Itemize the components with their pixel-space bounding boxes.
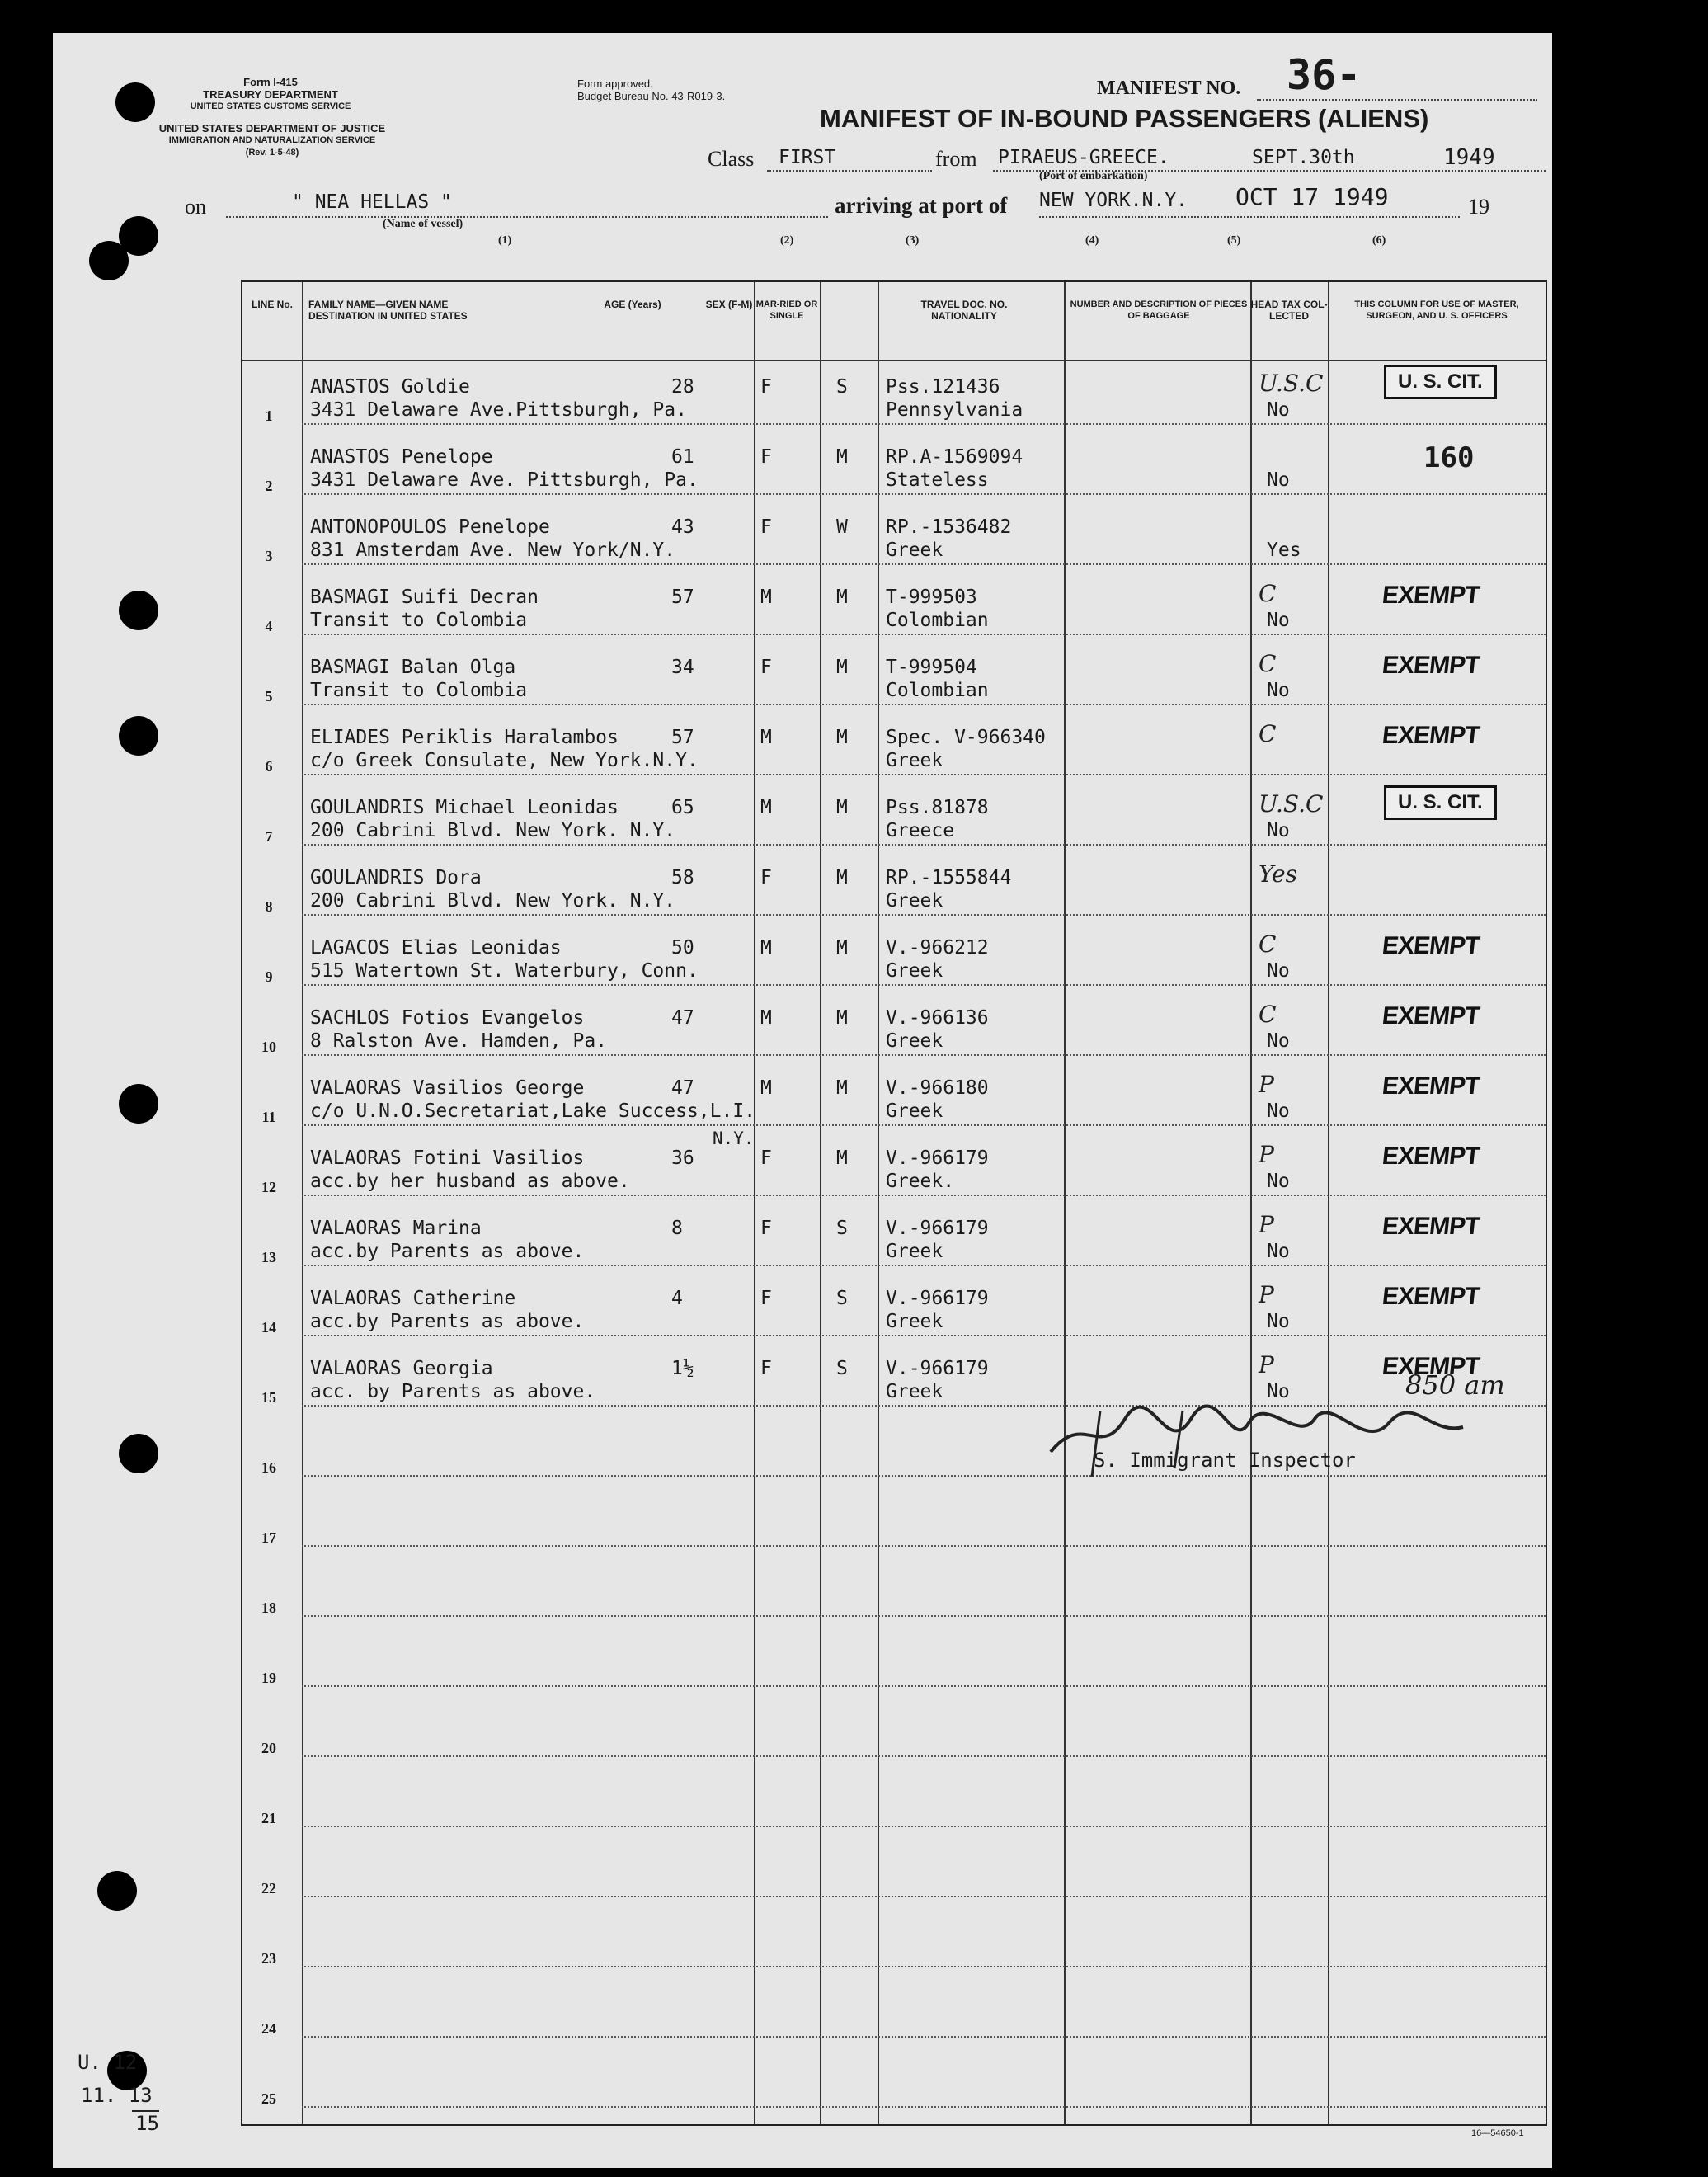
head-tax-collected: No: [1267, 1381, 1290, 1402]
head-tax-handwritten: C: [1259, 931, 1277, 958]
line-number: 8: [265, 898, 273, 915]
passenger-age: 28: [671, 376, 694, 398]
passenger-name: BASMAGI Balan Olga: [310, 657, 516, 678]
passenger-sex: F: [760, 1218, 772, 1239]
passenger-name: GOULANDRIS Dora: [310, 867, 482, 888]
travel-doc-number: V.-966212: [886, 937, 989, 959]
passenger-age: 36: [671, 1147, 694, 1169]
ins-label: IMMIGRATION AND NATURALIZATION SERVICE: [168, 135, 376, 145]
passenger-destination: 831 Amsterdam Ave. New York/N.Y.: [310, 540, 676, 561]
vessel-line: [226, 216, 828, 218]
passenger-sex: M: [760, 727, 772, 748]
passenger-destination: 3431 Delaware Ave. Pittsburgh, Pa.: [310, 469, 699, 491]
col-num-6: (6): [1372, 234, 1386, 247]
line-number: 3: [265, 548, 273, 564]
row-rule: [302, 1615, 1546, 1617]
passenger-sex: M: [760, 587, 772, 608]
head-tax-collected: No: [1267, 1311, 1290, 1332]
head-tax-handwritten: P: [1259, 1211, 1274, 1238]
col-name: FAMILY NAME—GIVEN NAME DESTINATION IN UNITED STATES: [308, 299, 468, 322]
passenger-destination: c/o U.N.O.Secretariat,Lake Success,L.I.: [310, 1100, 756, 1122]
row-rule: [302, 493, 1546, 495]
travel-doc-number: Pss.121436: [886, 376, 1000, 398]
passenger-name: BASMAGI Suifi Decran: [310, 587, 539, 608]
class-value: FIRST: [779, 147, 836, 168]
row-rule: [302, 1124, 1546, 1126]
nationality: Greek: [886, 750, 943, 771]
nationality: Pennsylvania: [886, 399, 1023, 421]
passenger-marital-status: M: [836, 587, 848, 608]
passenger-age: 8: [671, 1218, 683, 1239]
passenger-name: VALAORAS Fotini Vasilios: [310, 1147, 585, 1169]
col-officers: THIS COLUMN FOR USE OF MASTER, SURGEON, AND U. S. OFFICERS: [1354, 299, 1519, 321]
travel-doc-number: Pss.81878: [886, 797, 989, 818]
passenger-name: ANASTOS Penelope: [310, 446, 493, 468]
col-num-5: (5): [1227, 234, 1241, 247]
line-number: 14: [261, 1319, 276, 1336]
exempt-stamp: EXEMPT: [1381, 1283, 1481, 1310]
passenger-marital-status: W: [836, 516, 848, 538]
nationality: Colombian: [886, 610, 989, 631]
vessel-name: " NEA HELLAS ": [292, 191, 452, 213]
head-tax-handwritten: P: [1259, 1281, 1274, 1308]
nationality: Greek: [886, 1381, 943, 1402]
punch-hole: [97, 1871, 137, 1911]
arrival-date-stamp: OCT 17 1949: [1235, 183, 1389, 210]
line-number: 6: [265, 758, 273, 775]
passenger-name: SACHLOS Fotios Evangelos: [310, 1007, 585, 1029]
passenger-sex: M: [760, 1007, 772, 1029]
revision-label: (Rev. 1-5-48): [245, 148, 299, 158]
col-travel: TRAVEL DOC. NO. NATIONALITY: [920, 299, 1008, 322]
row-rule: [302, 984, 1546, 986]
manifest-no-label: MANIFEST NO.: [1097, 78, 1241, 99]
vessel-caption: (Name of vessel): [383, 218, 463, 230]
head-tax-collected: No: [1267, 1100, 1290, 1122]
nationality: Greek: [886, 1311, 943, 1332]
exempt-stamp: EXEMPT: [1381, 582, 1481, 609]
row-rule: [302, 1335, 1546, 1336]
line-number: 18: [261, 1600, 276, 1616]
col-age: AGE (Years): [604, 299, 661, 310]
line-number: 17: [261, 1529, 276, 1546]
head-tax-collected: No: [1267, 399, 1290, 421]
line-number: 23: [261, 1950, 276, 1967]
from-value: PIRAEUS-GREECE.: [998, 147, 1169, 168]
passenger-age: 50: [671, 937, 694, 959]
travel-doc-number: RP.A-1569094: [886, 446, 1023, 468]
travel-doc-number: Spec. V-966340: [886, 727, 1046, 748]
head-tax-handwritten: Yes: [1259, 860, 1297, 888]
passenger-marital-status: M: [836, 657, 848, 678]
on-label: on: [185, 195, 206, 219]
inspector-caption: S. Immigrant Inspector: [1094, 1449, 1356, 1472]
passenger-age: 34: [671, 657, 694, 678]
col-num-4: (4): [1085, 234, 1099, 247]
passenger-destination: 8 Ralston Ave. Hamden, Pa.: [310, 1030, 608, 1052]
margin-note-1: U. 12: [78, 2051, 138, 2074]
head-tax-handwritten: C: [1259, 580, 1277, 607]
us-citizen-stamp: U. S. CIT.: [1384, 365, 1497, 399]
exempt-stamp: EXEMPT: [1381, 1213, 1481, 1240]
manifest-no-line: [1257, 99, 1537, 101]
line-number: 21: [261, 1810, 276, 1826]
exempt-stamp: EXEMPT: [1381, 1143, 1481, 1170]
passenger-destination: acc. by Parents as above.: [310, 1381, 596, 1402]
passenger-name: LAGACOS Elias Leonidas: [310, 937, 562, 959]
line-number: 24: [261, 2020, 276, 2037]
line-number: 12: [261, 1179, 276, 1195]
passenger-sex: F: [760, 867, 772, 888]
from-label: from: [935, 147, 977, 171]
head-tax-handwritten: P: [1259, 1071, 1274, 1098]
col-num-2: (2): [780, 234, 794, 247]
travel-doc-number: V.-966179: [886, 1218, 989, 1239]
form-number: Form I-415: [243, 76, 298, 88]
col-married: MAR-RIED OR SINGLE: [755, 299, 818, 321]
manifest-title: MANIFEST OF IN-BOUND PASSENGERS (ALIENS): [820, 104, 1429, 133]
officer-number: 160: [1423, 441, 1475, 474]
line-number: 11: [261, 1109, 276, 1125]
punch-hole: [115, 82, 155, 122]
row-rule: [302, 1896, 1546, 1897]
approved-line-2: Budget Bureau No. 43-R019-3.: [577, 90, 726, 102]
row-rule: [302, 844, 1546, 846]
departure-date: SEPT.30th: [1252, 147, 1355, 168]
passenger-age: 57: [671, 727, 694, 748]
passenger-name: VALAORAS Georgia: [310, 1358, 493, 1379]
travel-doc-number: RP.-1536482: [886, 516, 1012, 538]
line-number: 9: [265, 968, 273, 985]
line-number: 25: [261, 2090, 276, 2107]
head-tax-handwritten: P: [1259, 1141, 1274, 1168]
departure-year: 1949: [1443, 145, 1495, 170]
nationality: Greek: [886, 1100, 943, 1122]
row-rule: [302, 1755, 1546, 1757]
exempt-stamp: EXEMPT: [1381, 652, 1481, 679]
head-tax-collected: No: [1267, 820, 1290, 841]
row-rule: [302, 423, 1546, 425]
passenger-sex: F: [760, 1288, 772, 1309]
row-rule: [302, 1054, 1546, 1056]
customs-label: UNITED STATES CUSTOMS SERVICE: [190, 101, 351, 111]
class-line: [767, 170, 932, 172]
line-number: 19: [261, 1670, 276, 1686]
line-number: 20: [261, 1740, 276, 1756]
nationality: Greek: [886, 890, 943, 912]
passenger-age: 4: [671, 1288, 683, 1309]
head-tax-handwritten: P: [1259, 1351, 1274, 1378]
passenger-marital-status: M: [836, 937, 848, 959]
passenger-marital-status: S: [836, 376, 848, 398]
travel-doc-number: V.-966136: [886, 1007, 989, 1029]
travel-doc-number: RP.-1555844: [886, 867, 1012, 888]
row-rule: [302, 1826, 1546, 1827]
passenger-age: 61: [671, 446, 694, 468]
passenger-marital-status: S: [836, 1358, 848, 1379]
form-approved: [577, 78, 767, 102]
passenger-marital-status: M: [836, 1147, 848, 1169]
nationality: Greek: [886, 540, 943, 561]
line-number: 7: [265, 828, 273, 845]
line-number: 2: [265, 478, 273, 494]
head-tax-collected: No: [1267, 1030, 1290, 1052]
passenger-destination: c/o Greek Consulate, New York.N.Y.: [310, 750, 699, 771]
line-number: 15: [261, 1389, 276, 1406]
head-tax-handwritten: U.S.C: [1259, 790, 1324, 818]
passenger-age: 47: [671, 1007, 694, 1029]
passenger-name: ELIADES Periklis Haralambos: [310, 727, 619, 748]
row-rule: [302, 2106, 1546, 2108]
passenger-destination: 200 Cabrini Blvd. New York. N.Y.: [310, 890, 676, 912]
passenger-destination: acc.by Parents as above.: [310, 1311, 585, 1332]
ny-note: N.Y.: [713, 1129, 755, 1148]
port-embark-caption: (Port of embarkation): [1039, 170, 1148, 182]
travel-doc-number: T-999503: [886, 587, 977, 608]
manifest-no-value: 36-: [1287, 51, 1362, 99]
head-tax-handwritten: U.S.C: [1259, 370, 1324, 397]
passenger-sex: M: [760, 1077, 772, 1099]
passenger-destination: Transit to Colombia: [310, 610, 528, 631]
nationality: Greek: [886, 960, 943, 982]
nationality: Colombian: [886, 680, 989, 701]
passenger-sex: F: [760, 516, 772, 538]
passenger-destination: Transit to Colombia: [310, 680, 528, 701]
passenger-name: VALAORAS Vasilios George: [310, 1077, 585, 1099]
row-rule: [302, 1265, 1546, 1266]
passenger-sex: M: [760, 797, 772, 818]
passenger-name: VALAORAS Catherine: [310, 1288, 516, 1309]
line-number: 4: [265, 618, 273, 634]
passenger-sex: F: [760, 657, 772, 678]
exempt-stamp: EXEMPT: [1381, 932, 1481, 959]
treasury-label: TREASURY DEPARTMENT: [203, 88, 338, 101]
row-rule: [302, 774, 1546, 775]
class-label: Class: [708, 147, 755, 171]
passenger-destination: 200 Cabrini Blvd. New York. N.Y.: [310, 820, 676, 841]
col-line-no: LINE No.: [252, 299, 293, 310]
row-rule: [302, 914, 1546, 916]
line-number: 13: [261, 1249, 276, 1265]
row-rule: [302, 1545, 1546, 1547]
head-tax-handwritten: C: [1259, 720, 1277, 747]
passenger-marital-status: M: [836, 797, 848, 818]
head-tax-collected: No: [1267, 960, 1290, 982]
passenger-age: 1½: [671, 1358, 694, 1379]
margin-note-3: 15: [132, 2110, 159, 2135]
passenger-age: 57: [671, 587, 694, 608]
exempt-stamp: EXEMPT: [1381, 1072, 1481, 1100]
passenger-marital-status: M: [836, 727, 848, 748]
travel-doc-number: T-999504: [886, 657, 977, 678]
passenger-sex: F: [760, 1147, 772, 1169]
row-rule: [302, 1685, 1546, 1687]
head-tax-collected: Yes: [1267, 540, 1301, 561]
passenger-destination: 3431 Delaware Ave.Pittsburgh, Pa.: [310, 399, 687, 421]
arriving-label: arriving at port of: [835, 193, 1008, 218]
line-number: 5: [265, 688, 273, 704]
passenger-name: GOULANDRIS Michael Leonidas: [310, 797, 619, 818]
head-tax-handwritten: C: [1259, 1001, 1277, 1028]
nationality: Stateless: [886, 469, 989, 491]
head-tax-collected: No: [1267, 1171, 1290, 1192]
margin-note-2: 11. 13: [81, 2084, 153, 2107]
passenger-name: ANTONOPOULOS Penelope: [310, 516, 550, 538]
punch-hole: [119, 591, 158, 630]
passenger-marital-status: M: [836, 867, 848, 888]
head-tax-handwritten: C: [1259, 650, 1277, 677]
line-number: 16: [261, 1459, 276, 1476]
nationality: Greek: [886, 1030, 943, 1052]
manifest-page: [53, 33, 1552, 2168]
passenger-sex: M: [760, 937, 772, 959]
arrival-year: 19: [1468, 195, 1489, 219]
arrival-port: NEW YORK.N.Y.: [1039, 190, 1188, 211]
passenger-name: ANASTOS Goldie: [310, 376, 470, 398]
row-rule: [302, 2036, 1546, 2038]
line-number: 22: [261, 1880, 276, 1897]
signature-time: 850 am: [1405, 1369, 1505, 1401]
head-tax-collected: No: [1267, 610, 1290, 631]
passenger-sex: F: [760, 376, 772, 398]
justice-label: UNITED STATES DEPARTMENT OF JUSTICE: [158, 122, 386, 134]
passenger-marital-status: M: [836, 446, 848, 468]
passenger-marital-status: M: [836, 1077, 848, 1099]
header-rule: [242, 360, 1546, 361]
passenger-destination: acc.by her husband as above.: [310, 1171, 630, 1192]
passenger-marital-status: S: [836, 1218, 848, 1239]
col-baggage: NUMBER AND DESCRIPTION OF PIECES OF BAGGAGE: [1070, 299, 1248, 321]
passenger-destination: 515 Watertown St. Waterbury, Conn.: [310, 960, 699, 982]
form-header-left: [163, 76, 378, 113]
footer-code: 16—54650-1: [1471, 2128, 1524, 2138]
col-head-tax: HEAD TAX COL-LECTED: [1250, 299, 1328, 322]
travel-doc-number: V.-966179: [886, 1288, 989, 1309]
col-num-1: (1): [498, 234, 512, 247]
head-tax-collected: No: [1267, 1241, 1290, 1262]
row-rule: [302, 704, 1546, 705]
punch-hole: [119, 1084, 158, 1124]
row-rule: [302, 1966, 1546, 1967]
arrival-line: [1039, 216, 1460, 218]
exempt-stamp: EXEMPT: [1381, 1353, 1481, 1380]
passenger-age: 43: [671, 516, 694, 538]
line-number: 10: [261, 1039, 276, 1055]
passenger-age: 47: [671, 1077, 694, 1099]
us-citizen-stamp: U. S. CIT.: [1384, 785, 1497, 820]
col-sex: SEX (F-M): [705, 299, 753, 310]
travel-doc-number: V.-966179: [886, 1358, 989, 1379]
nationality: Greek.: [886, 1171, 955, 1192]
passenger-age: 58: [671, 867, 694, 888]
passenger-destination: acc.by Parents as above.: [310, 1241, 585, 1262]
passenger-sex: F: [760, 1358, 772, 1379]
punch-hole: [119, 1434, 158, 1473]
nationality: Greece: [886, 820, 955, 841]
passenger-marital-status: S: [836, 1288, 848, 1309]
punch-hole: [119, 716, 158, 756]
form-header-justice: [132, 122, 412, 159]
exempt-stamp: EXEMPT: [1381, 1002, 1481, 1030]
exempt-stamp: EXEMPT: [1381, 722, 1481, 749]
row-rule: [302, 1195, 1546, 1196]
row-rule: [302, 563, 1546, 565]
passenger-name: VALAORAS Marina: [310, 1218, 482, 1239]
nationality: Greek: [886, 1241, 943, 1262]
passenger-marital-status: M: [836, 1007, 848, 1029]
head-tax-collected: No: [1267, 680, 1290, 701]
line-number: 1: [265, 408, 273, 424]
travel-doc-number: V.-966180: [886, 1077, 989, 1099]
col-num-3: (3): [906, 234, 920, 247]
head-tax-collected: No: [1267, 469, 1290, 491]
passenger-age: 65: [671, 797, 694, 818]
column-numbers: [53, 234, 1552, 251]
approved-line-1: Form approved.: [577, 78, 653, 90]
passenger-sex: F: [760, 446, 772, 468]
row-rule: [302, 634, 1546, 635]
travel-doc-number: V.-966179: [886, 1147, 989, 1169]
passenger-table: [241, 280, 1547, 2126]
